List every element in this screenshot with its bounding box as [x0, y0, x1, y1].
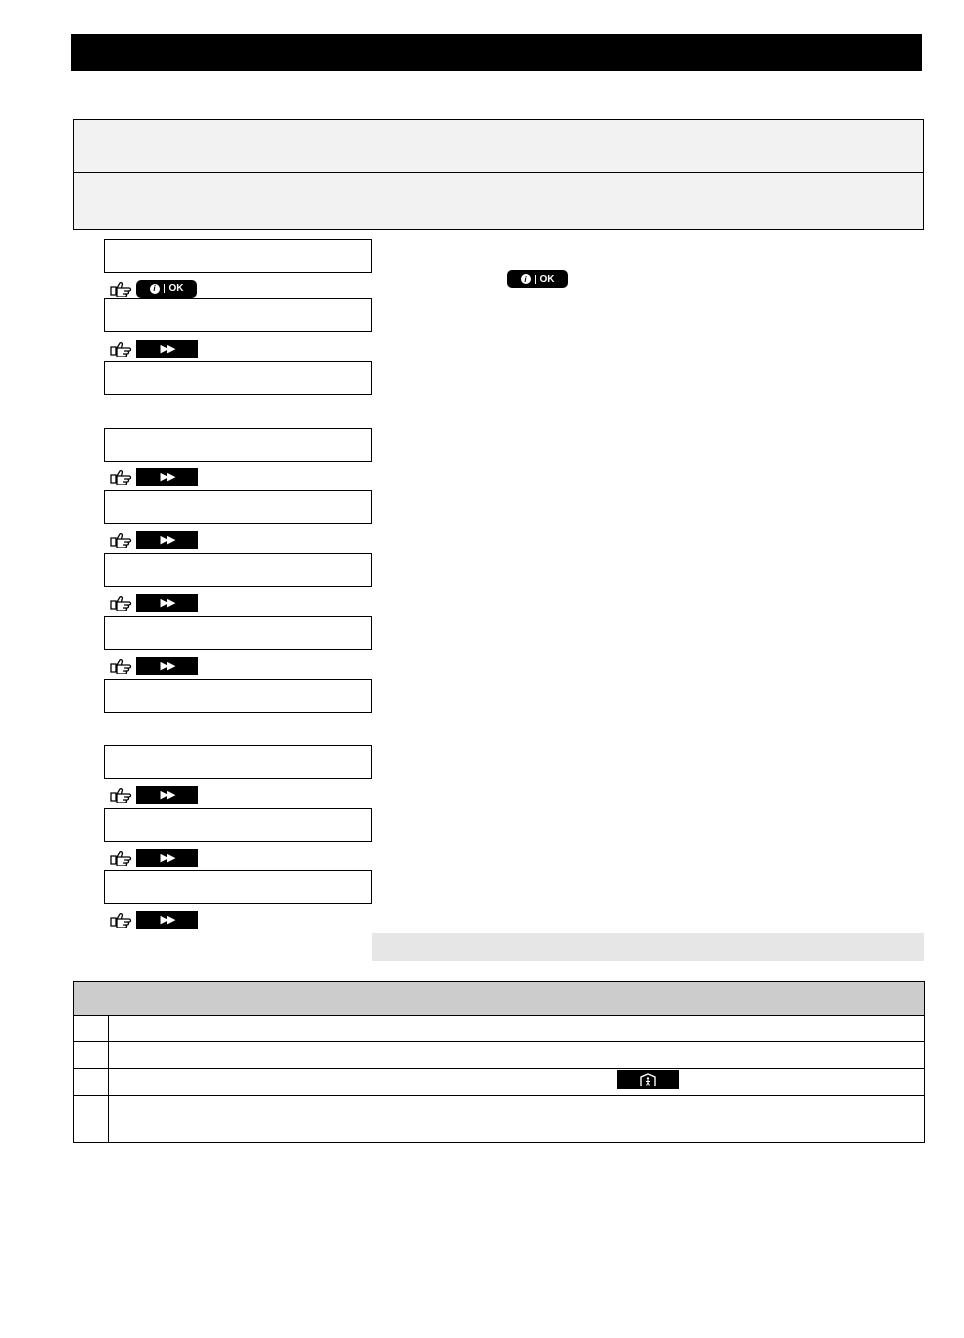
options-table: [73, 981, 925, 1143]
hand-pointer-icon: [108, 910, 136, 929]
ok-key-button[interactable]: [507, 270, 568, 288]
info-icon: i: [521, 274, 531, 284]
next-key-button[interactable]: ▶▶: [136, 468, 198, 486]
next-key-button[interactable]: ▶▶: [136, 340, 198, 358]
hand-pointer-icon: [108, 467, 136, 486]
press-next-step: [108, 467, 198, 486]
press-next-step: [108, 910, 198, 929]
press-next-step: [108, 656, 198, 675]
hand-pointer-icon: [108, 593, 136, 612]
row-number-cell: [74, 1068, 109, 1095]
press-next-step: [108, 339, 198, 358]
zone-key-button[interactable]: [617, 1070, 679, 1089]
lcd-display: [104, 361, 372, 395]
separator: [535, 275, 536, 284]
lcd-display: [104, 553, 372, 587]
table-row: [74, 1016, 924, 1042]
note-box-1: [73, 119, 924, 173]
inline-ok-key: [507, 270, 568, 288]
press-next-step: [108, 785, 198, 804]
ok-key-label: OK: [168, 283, 184, 294]
lcd-display: [104, 870, 372, 904]
next-key-button[interactable]: ▶▶: [136, 849, 198, 867]
press-next-step: [108, 530, 198, 549]
hand-pointer-icon: [108, 848, 136, 867]
lcd-display: [104, 745, 372, 779]
next-key-button[interactable]: ▶▶: [136, 786, 198, 804]
shaded-note-strip: [372, 933, 924, 961]
ok-key-button[interactable]: [136, 280, 197, 298]
press-next-step: [108, 848, 198, 867]
info-icon: i: [150, 284, 160, 294]
next-key-button[interactable]: ▶▶: [136, 531, 198, 549]
hand-pointer-icon: [108, 339, 136, 358]
lcd-display: [104, 679, 372, 713]
table-row: [74, 1041, 924, 1069]
row-number-cell: [74, 1041, 109, 1068]
hand-pointer-icon: [108, 656, 136, 675]
next-key-button[interactable]: ▶▶: [136, 594, 198, 612]
note-box-2: [73, 172, 924, 230]
table-header: [74, 982, 924, 1016]
page-header-bar: [71, 34, 922, 71]
hand-pointer-icon: [108, 530, 136, 549]
lcd-display: [104, 808, 372, 842]
zone-icon: [639, 1073, 657, 1087]
table-row: [74, 1095, 924, 1142]
press-ok-step: [108, 279, 197, 298]
row-number-cell: [74, 1016, 109, 1041]
next-key-button[interactable]: ▶▶: [136, 657, 198, 675]
lcd-display: [104, 298, 372, 332]
row-number-cell: [74, 1095, 109, 1142]
separator: [164, 284, 165, 293]
press-next-step: [108, 593, 198, 612]
next-key-button[interactable]: ▶▶: [136, 911, 198, 929]
hand-pointer-icon: [108, 279, 136, 298]
lcd-display: [104, 490, 372, 524]
lcd-display: [104, 428, 372, 462]
ok-key-label: OK: [539, 273, 555, 285]
hand-pointer-icon: [108, 785, 136, 804]
lcd-display: [104, 616, 372, 650]
lcd-display: [104, 239, 372, 273]
table-row: [74, 1068, 924, 1096]
